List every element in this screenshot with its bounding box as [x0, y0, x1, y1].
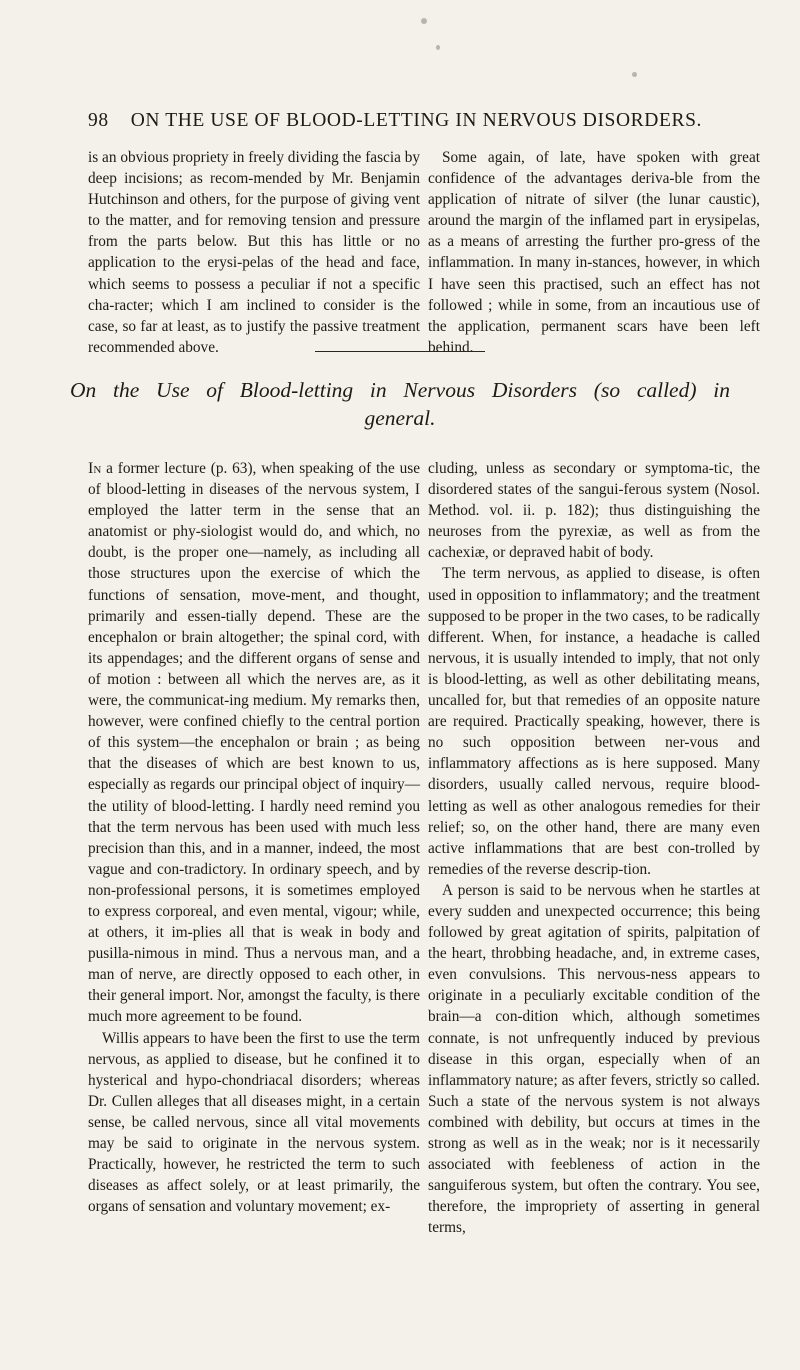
running-head: [88, 110, 778, 132]
paragraph: is an obvious propriety in freely dividing the fascia by deep incisions; as recom-mended by Mr. Benjamin Hutchinson and others, for the purpose of giving vent to the matter, and for removing tension and pressure from the parts below. But this has little or no application to the erysi-pelas of the head and face, which seems to possess a peculiar if not a specific cha-racter; which I am inclined to consider is the case, so far at least, as to justify the passive treatment recommended above.: [88, 149, 420, 356]
ink-spot: [421, 18, 427, 24]
top-left-column: [88, 147, 420, 358]
paragraph-text: a former lecture (p. 63), when speaking of the use of blood-letting in diseases of the nervous system, I employed the latter term in the sense that an anatomist or phy-siologist would do, and which, no doubt, is the proper one—namely, as including all those structures upon the exercise of which the functions of sensation, move-ment, and thought, primarily and essen-tially depend. These are the encephalon or brain altogether; the spinal cord, with its appendages; and the different organs of sense and of motion : between all which the nerves are, as it were, the communicat-ing medium. My remarks then, however, were confined chiefly to the central portion of this system—the encephalon or brain ; as being that the diseases of which are best known to us, especially as regards our principal object of inquiry—the utility of blood-letting. I hardly need remind you that the term nervous has been used with much less precision than this, and in a manner, indeed, the most vague and con-tradictory. In ordinary speech, and by non-professional persons, it is sometimes employed to express corporeal, and even mental, vigour; while, at others, it im-plies all that is weak in body and pusilla-nimous in mind. Thus a nervous man, and a man of nerve, are directly opposed to each other, in their general import. Nor, amongst the faculty, is there much more agreement to be found.: [88, 460, 420, 1026]
paragraph: Willis appears to have been the first to use the term nervous, as applied to disease, but he confined it to hysterical and hypo-chondriacal disorders; whereas Dr. Cullen alleges that all diseases might, in a certain sense, be called nervous, since all vital movements may be said to originate in the nervous system. Practically, however, he restricted the term to such diseases as affect solely, or at least primarily, the organs of sensation and voluntary movement; ex-: [88, 1029, 420, 1216]
section-heading-line-1: On the Use of Blood-letting in Nervous Disorders (so called) in: [70, 378, 730, 402]
ink-spot: [436, 45, 440, 50]
bottom-right-column: [428, 458, 760, 1238]
top-right-column: [428, 147, 760, 358]
section-heading: [70, 376, 730, 432]
paragraph: [88, 458, 420, 1028]
lead-word: In: [88, 460, 102, 477]
ink-spot: [632, 72, 637, 77]
bottom-left-column: [88, 458, 420, 1217]
section-heading-line-2: general.: [364, 406, 436, 430]
page-number: 98: [88, 110, 109, 131]
paragraph: Some again, of late, have spoken with great confidence of the advantages deriva-ble from the application of nitrate of silver (the lunar caustic), around the margin of the inflamed part in erysipelas, as a means of arresting the further pro-gress of the inflammation. In many in-stances, however, in which I have seen this practised, such an effect has not followed ; while in some, from an incautious use of the application, permanent scars have been left behind.: [428, 149, 760, 356]
paragraph: The term nervous, as applied to disease, is often used in opposition to inflammatory; and the treatment supposed to be proper in the two cases, to be radically different. When, for instance, a headache is called nervous, it is usually intended to imply, that not only is blood-letting, as well as other debilitating means, uncalled for, but that remedies of an opposite nature are required. Practically speaking, however, there is no such opposition between ner-vous and inflammatory affections as is here supposed. Many disorders, usually called nervous, require blood-letting as well as other analogous remedies for their relief; so, on the other hand, there are many even active inflammations that are best con-trolled by remedies of the reverse descrip-tion.: [428, 565, 760, 878]
paragraph: cluding, unless as secondary or symptoma-tic, the disordered states of the sangui-ferous system (Nosol. Method. vol. ii. p. 182); thus distinguishing the neuroses from the pyrexiæ, as well as from the cachexiæ, or depraved habit of body.: [428, 460, 760, 562]
section-divider: [315, 351, 485, 352]
running-title: ON THE USE OF BLOOD-LETTING IN NERVOUS DISORDERS.: [130, 110, 703, 131]
paragraph: A person is said to be nervous when he startles at every sudden and unexpected occurrence; this being followed by great agitation of spirits, palpitation of the heart, throbbing headache, and, in extreme cases, even convulsions. This nervous-ness appears to originate in a peculiarly excitable condition of the brain—a con-dition which, although sometimes connate, is not unfrequently induced by previous disease in this organ, especially when of an inflammatory nature; as after fevers, strictly so called. Such a state of the nervous system is not always combined with debility, but occurs at times in the strong as well as in the weak; nor is it necessarily associated with feebleness of action in the sanguiferous system, but often the contrary. You see, therefore, the impropriety of asserting in general terms,: [428, 881, 760, 1237]
